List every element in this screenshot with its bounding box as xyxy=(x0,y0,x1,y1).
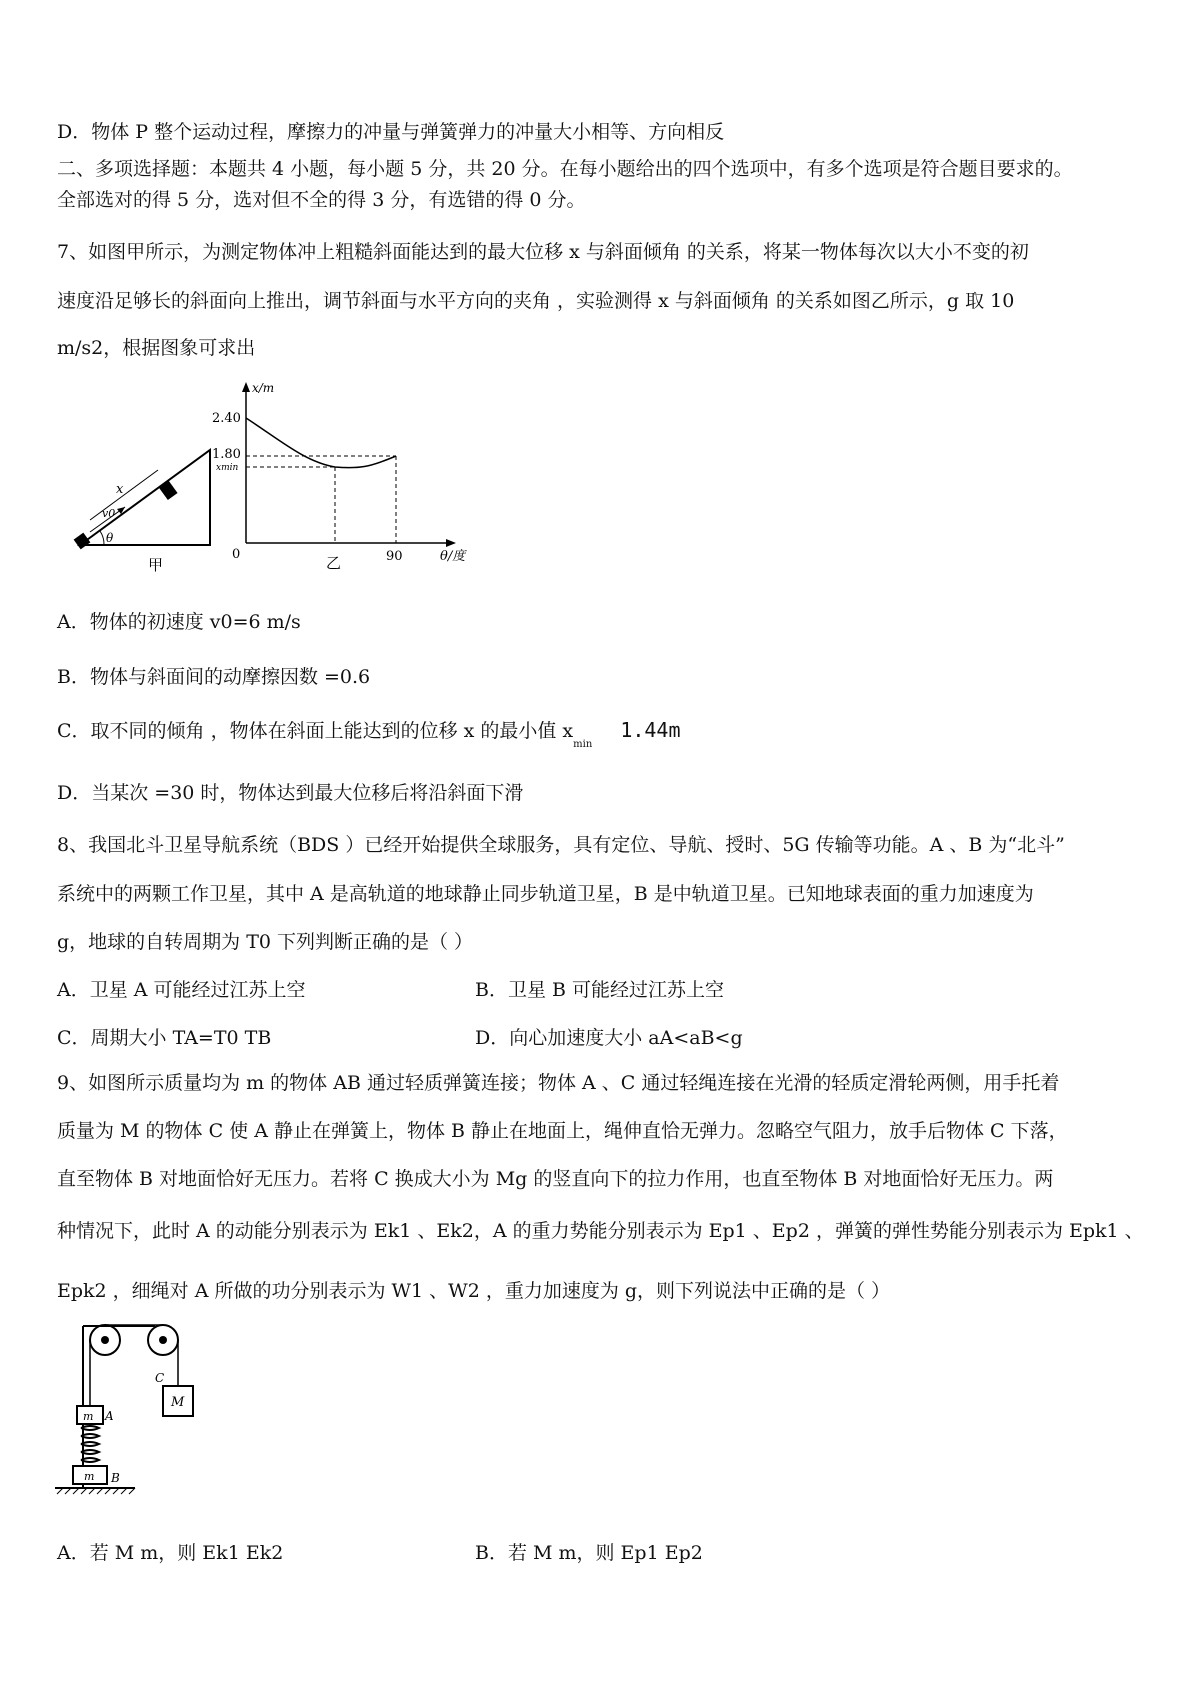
q7-graph-tick-90: 90 xyxy=(386,549,403,564)
q7-option-d: D．当某次 =30 时，物体达到最大位移后将沿斜面下滑 xyxy=(57,782,524,804)
q7-option-b: B．物体与斜面间的动摩擦因数 =0.6 xyxy=(57,666,371,688)
q9-figure-pulley xyxy=(55,1318,205,1518)
q7-fig-jia-x-label: x xyxy=(116,482,124,497)
q9-stem-line2: 质量为 M 的物体 C 使 A 静止在弹簧上，物体 B 静止在地面上，绳伸直恰无弹力。忽略空气阻力，放手后物体 C 下落， xyxy=(57,1120,1068,1142)
q8-stem-line2: 系统中的两颗工作卫星，其中 A 是高轨道的地球静止同步轨道卫星，B 是中轨道卫星。已知地球表面的重力加速度为 xyxy=(57,883,1034,905)
q7-option-a: A．物体的初速度 v0=6 m/s xyxy=(57,611,301,633)
q8-stem-line3: g，地球的自转周期为 T0 下列判断正确的是（ ） xyxy=(57,931,474,953)
q7-stem-line3: m/s2，根据图象可求出 xyxy=(57,337,256,359)
q7-graph-x-axis-label: θ/度 xyxy=(440,549,466,564)
q8-option-a: A．卫星 A 可能经过江苏上空 xyxy=(57,979,306,1001)
q9-option-b: B．若 M m，则 Ep1 Ep2 xyxy=(475,1542,703,1564)
q7-stem-line2: 速度沿足够长的斜面向上推出，调节斜面与水平方向的夹角 ，实验测得 x 与斜面倾角 的关系如图乙所示，g 取 10 xyxy=(57,290,1015,312)
q7-figure-graph xyxy=(210,378,490,578)
q9-fig-label-big-m: M xyxy=(171,1395,185,1410)
q7-fig-jia-theta-label: θ xyxy=(106,531,114,545)
q7-graph-label: 乙 xyxy=(326,554,342,572)
q9-fig-label-m-top: m xyxy=(83,1410,94,1423)
q7-fig-jia-label: 甲 xyxy=(148,556,164,574)
q9-stem-line5: Epk2 ，细绳对 A 所做的功分别表示为 W1 、W2 ，重力加速度为 g，则下列说法中正确的是（ ） xyxy=(57,1280,891,1302)
q6-option-d: D．物体 P 整个运动过程，摩擦力的冲量与弹簧弹力的冲量大小相等、方向相反 xyxy=(57,121,725,143)
q9-stem-line1: 9、如图所示质量均为 m 的物体 AB 通过轻质弹簧连接；物体 A 、C 通过轻绳连接在光滑的轻质定滑轮两侧，用手托着 xyxy=(57,1072,1060,1094)
q7-graph-tick-180: 1.80 xyxy=(212,447,241,462)
q7-graph-tick-240: 2.40 xyxy=(212,411,241,426)
q7-graph-y-axis-label: x/m xyxy=(252,381,275,395)
q8-stem-line1: 8、我国北斗卫星导航系统（BDS ）已经开始提供全球服务，具有定位、导航、授时、5G 传输等功能。A 、B 为“北斗” xyxy=(57,834,1065,856)
q7-option-c-sub: min xyxy=(573,739,593,750)
q9-fig-label-m-bot: m xyxy=(84,1470,95,1483)
q7-graph-tick-xmin: xmin xyxy=(216,463,239,473)
q7-option-c-text: C．取不同的倾角 ，物体在斜面上能达到的位移 x 的最小值 x xyxy=(57,720,574,742)
section2-heading-line2: 全部选对的得 5 分，选对但不全的得 3 分，有选错的得 0 分。 xyxy=(57,189,586,211)
q9-option-a: A．若 M m，则 Ek1 Ek2 xyxy=(57,1542,284,1564)
section2-heading-line1: 二、多项选择题：本题共 4 小题，每小题 5 分，共 20 分。在每小题给出的四个选项中，有多个选项是符合题目要求的。 xyxy=(57,158,1073,180)
q8-option-b: B．卫星 B 可能经过江苏上空 xyxy=(475,979,725,1001)
q9-fig-label-c: C xyxy=(155,1371,165,1385)
q9-stem-line3: 直至物体 B 对地面恰好无压力。若将 C 换成大小为 Mg 的竖直向下的拉力作用，也直至物体 B 对地面恰好无压力。两 xyxy=(57,1168,1054,1190)
q7-stem-line1: 7、如图甲所示，为测定物体冲上粗糙斜面能达到的最大位移 x 与斜面倾角 的关系，将某一物体每次以大小不变的初 xyxy=(57,241,1029,263)
q7-option-c xyxy=(57,716,681,750)
q7-fig-jia-v-label: v0 xyxy=(102,507,116,520)
q8-option-c: C．周期大小 TA=T0 TB xyxy=(57,1027,272,1049)
q7-graph-origin: 0 xyxy=(232,547,241,562)
q7-option-c-value: 1.44m xyxy=(620,718,681,742)
q9-fig-label-a: A xyxy=(105,1409,114,1423)
q9-fig-label-b: B xyxy=(111,1471,120,1485)
q9-stem-line4: 种情况下，此时 A 的动能分别表示为 Ek1 、Ek2，A 的重力势能分别表示为 Ep1 、Ep2 ，弹簧的弹性势能分别表示为 Epk1 、 xyxy=(57,1220,1144,1242)
q8-option-d: D．向心加速度大小 aA<aB<g xyxy=(475,1027,743,1049)
